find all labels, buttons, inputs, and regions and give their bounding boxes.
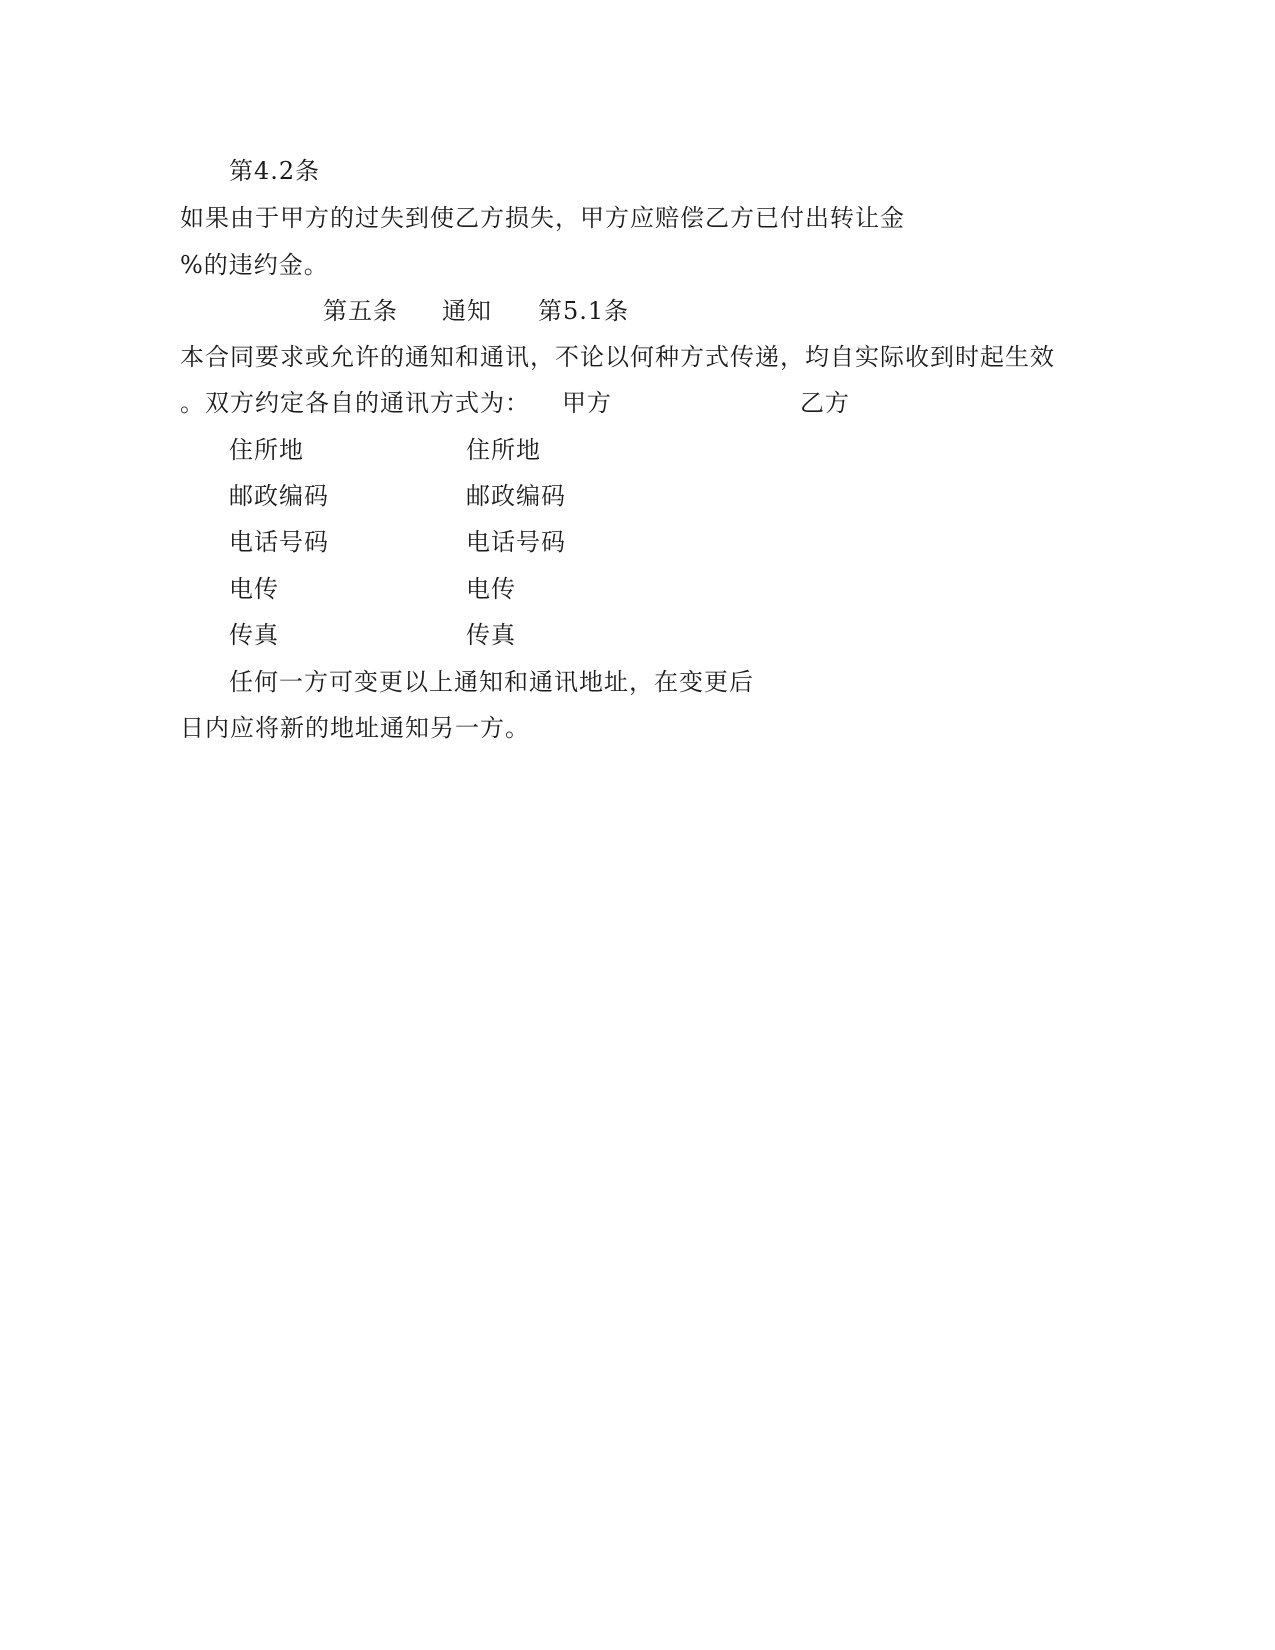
article-4-2-heading: 第4.2条 [229,157,321,185]
party-b-label: 乙方 [800,389,850,417]
party-a-telex-label: 电传 [229,575,279,603]
party-b-fax-label: 传真 [466,621,516,649]
article-5-name: 通知 [442,297,492,325]
party-b-address-label: 住所地 [466,436,541,464]
party-a-fax-label: 传真 [229,621,279,649]
article-4-2-text-line2: %的违约金。 [180,251,329,279]
party-a-phone-label: 电话号码 [229,528,329,556]
article-5-title: 第五条 [323,297,398,325]
party-b-telex-label: 电传 [466,575,516,603]
article-5-1-text-line1: 本合同要求或允许的通知和通讯，不论以何种方式传递，均自实际收到时起生效 [180,343,1055,371]
party-a-postcode-label: 邮政编码 [229,482,329,510]
article-5-1-text-line2: 。双方约定各自的通讯方式为： [180,389,530,417]
party-b-postcode-label: 邮政编码 [466,482,566,510]
article-5-1-heading: 第5.1条 [538,297,630,325]
article-4-2-text-line1: 如果由于甲方的过失到使乙方损失，甲方应赔偿乙方已付出转让金 [180,204,905,232]
party-b-phone-label: 电话号码 [466,528,566,556]
party-a-address-label: 住所地 [229,436,304,464]
change-clause-line1: 任何一方可变更以上通知和通讯地址，在变更后 [229,668,754,696]
change-clause-line2: 日内应将新的地址通知另一方。 [180,714,530,742]
party-a-label: 甲方 [562,389,612,417]
